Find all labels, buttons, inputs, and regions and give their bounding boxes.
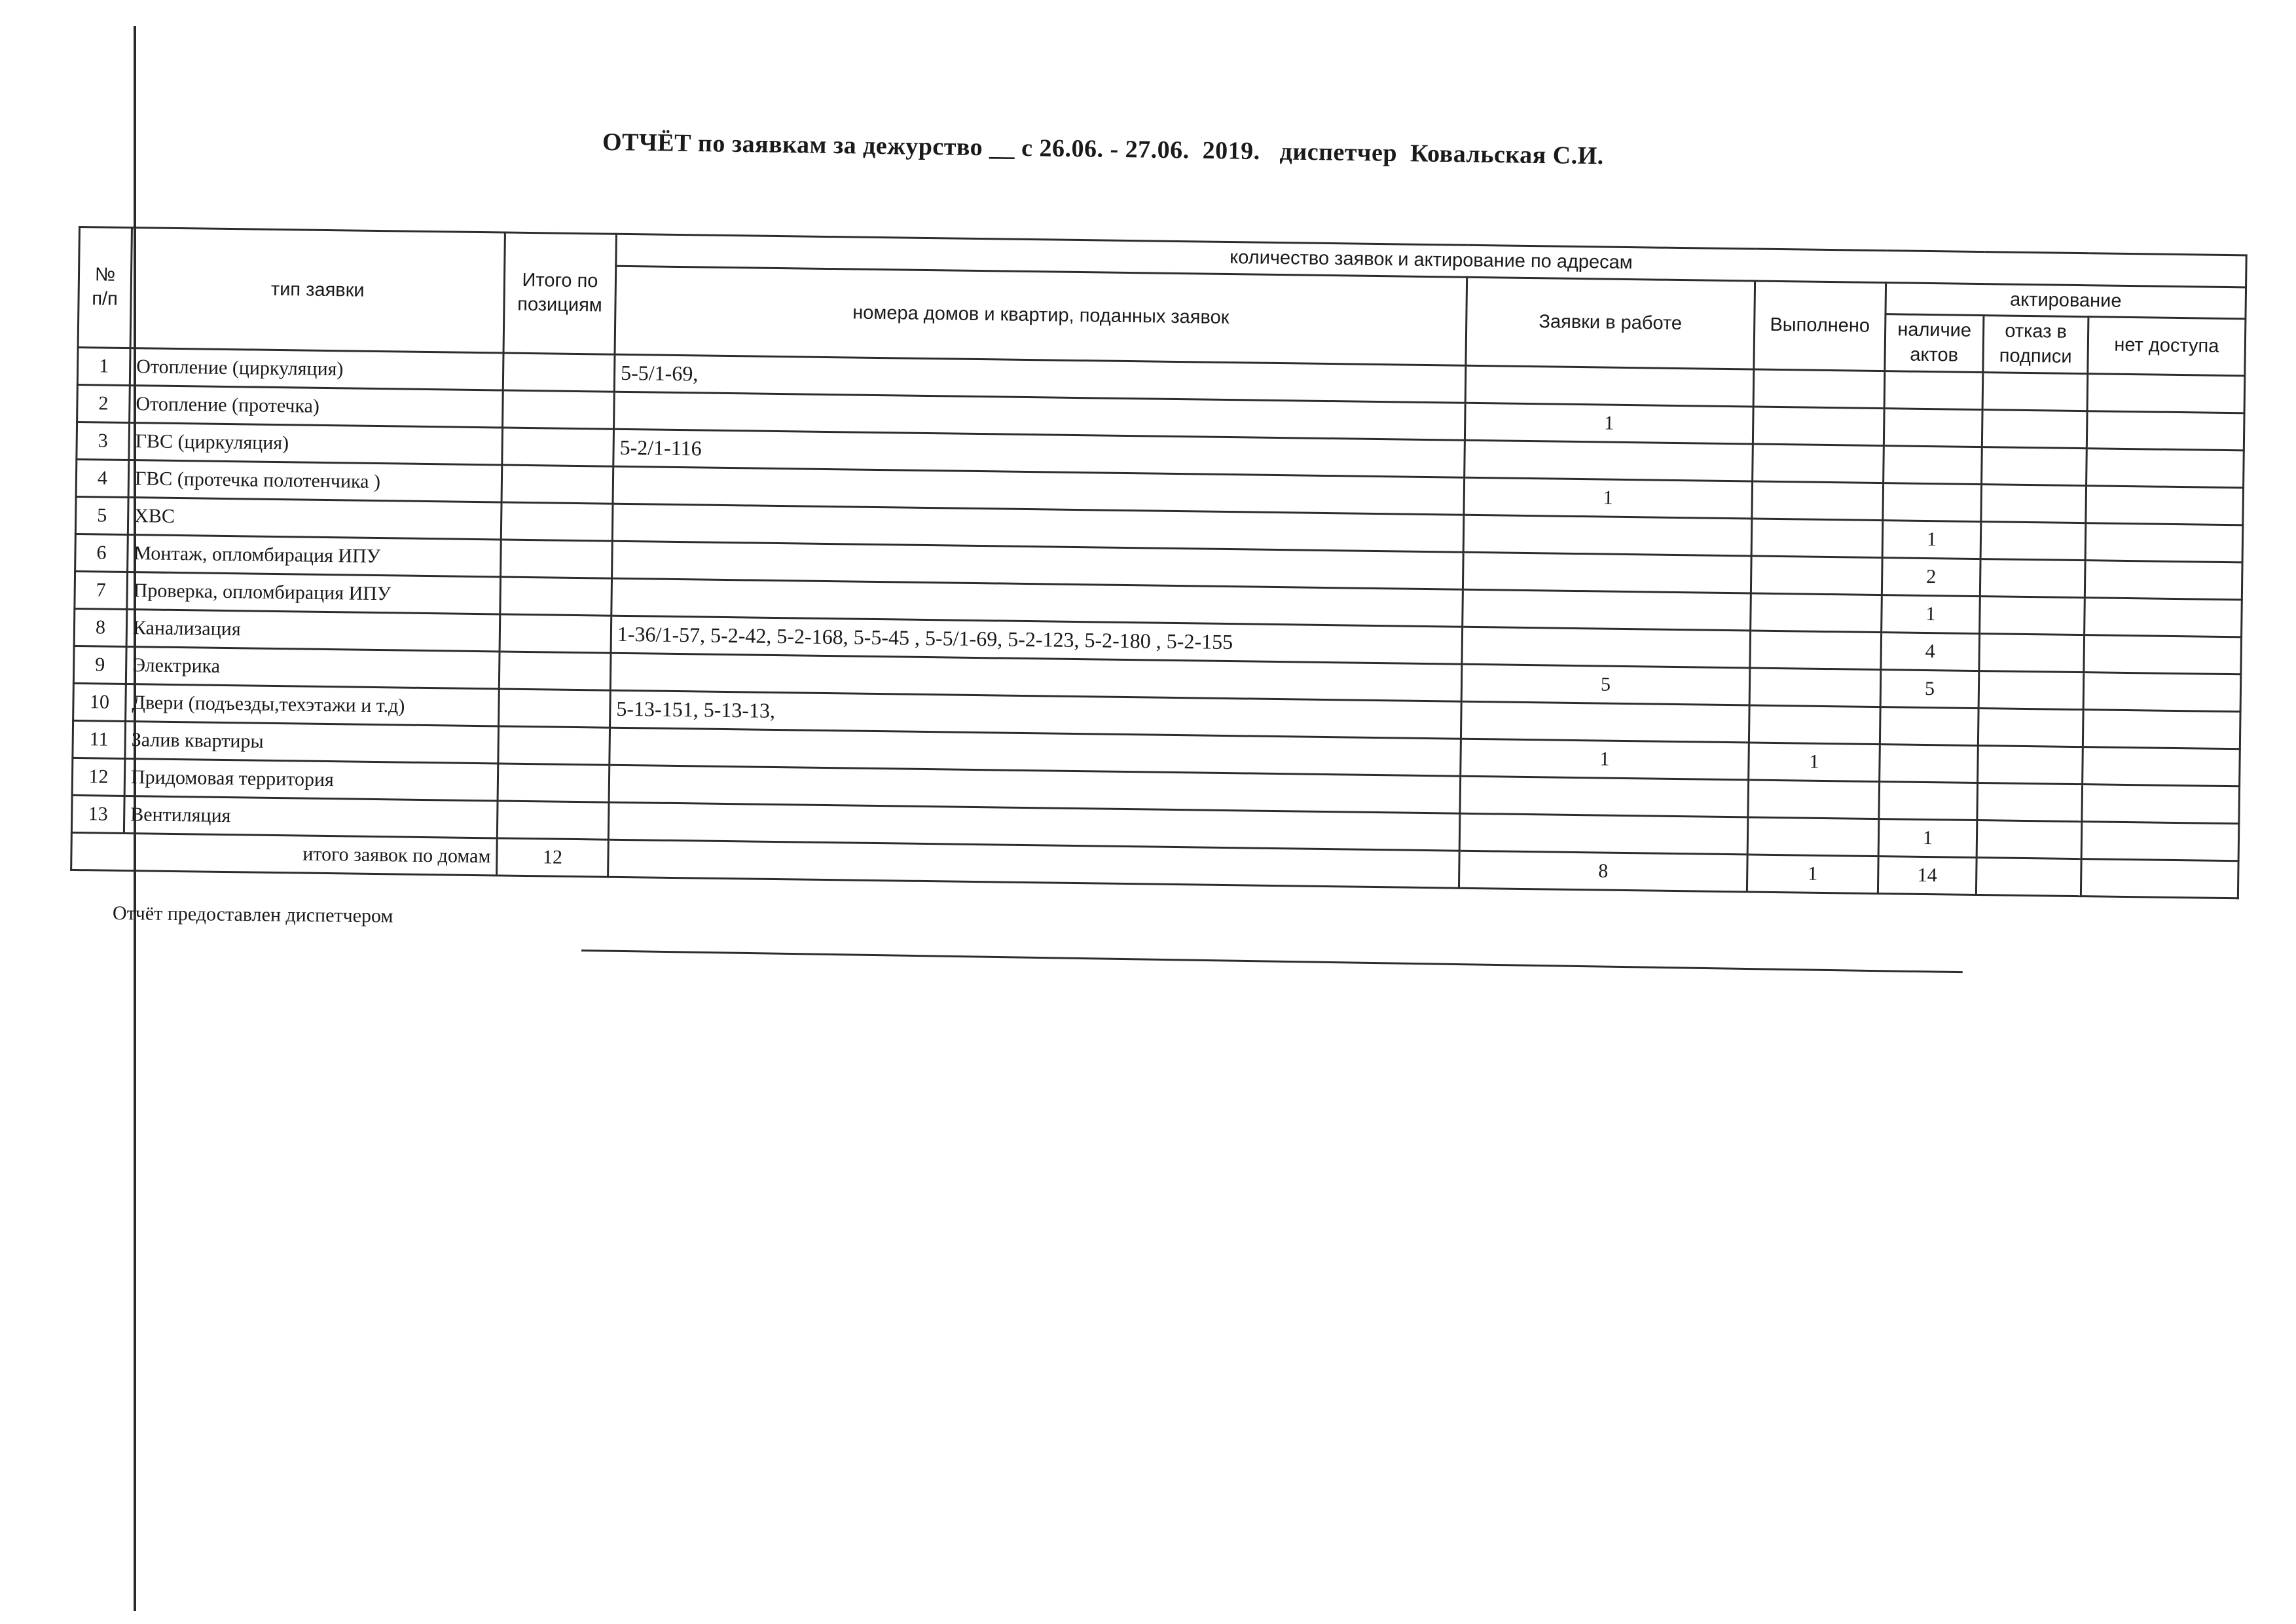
row-acts: 1 <box>1882 595 1980 633</box>
row-number: 6 <box>75 534 128 572</box>
row-done <box>1753 444 1884 483</box>
row-refusal <box>1980 596 2085 635</box>
row-refusal <box>1982 447 2087 485</box>
row-number: 2 <box>77 384 130 422</box>
row-refusal <box>1982 409 2087 448</box>
row-in-work <box>1463 589 1751 631</box>
row-refusal <box>1980 559 2085 597</box>
header-addresses: номера домов и квартир, поданных заявок <box>615 266 1467 365</box>
row-type: ГВС (протечка полотенчика ) <box>128 460 502 502</box>
row-number: 1 <box>77 347 130 385</box>
row-type: Канализация <box>126 609 500 651</box>
row-type: Проверка, опломбирация ИПУ <box>127 572 501 614</box>
row-total <box>498 764 610 802</box>
row-refusal <box>1977 783 2083 821</box>
row-acts <box>1884 445 1982 484</box>
row-type: Двери (подъезды,техэтажи и т.д) <box>126 684 500 726</box>
row-type: Отопление (циркуляция) <box>130 348 503 390</box>
row-refusal <box>1980 521 2086 560</box>
row-type: Залив квартиры <box>125 721 499 763</box>
row-done <box>1751 519 1883 558</box>
row-total <box>501 465 613 504</box>
row-total <box>501 540 613 578</box>
report-table-wrapper <box>70 226 2246 899</box>
footer-text: Отчёт предоставлен диспетчером <box>112 902 393 927</box>
header-type: тип заявки <box>130 228 505 353</box>
row-number: 13 <box>71 795 124 833</box>
row-refusal <box>1978 671 2084 709</box>
row-no-access <box>2083 672 2241 711</box>
row-refusal <box>1977 820 2082 858</box>
row-number: 11 <box>73 720 126 758</box>
summary-label: итого заявок по домам <box>71 832 498 876</box>
summary-acts: 14 <box>1878 856 1977 895</box>
row-total <box>503 390 615 429</box>
row-in-work: 5 <box>1461 664 1750 705</box>
row-no-access <box>2086 448 2244 487</box>
row-type: Электрика <box>126 646 500 688</box>
row-number: 7 <box>75 571 128 609</box>
header-num: № п/п <box>78 227 132 348</box>
header-in-work: Заявки в работе <box>1466 277 1755 369</box>
header-acting: актирование <box>1886 282 2246 319</box>
row-no-access <box>2083 747 2240 786</box>
row-refusal <box>1978 745 2083 784</box>
row-acts <box>1883 483 1982 521</box>
row-type: ГВС (циркуляция) <box>129 422 503 464</box>
row-total <box>500 577 612 616</box>
row-done <box>1749 668 1881 707</box>
row-total <box>499 652 611 690</box>
row-addresses: 5-2/1-116 <box>613 429 1465 477</box>
row-number: 10 <box>73 683 126 721</box>
row-total <box>503 353 615 392</box>
row-in-work: 1 <box>1465 403 1753 444</box>
row-no-access <box>2083 709 2240 748</box>
row-acts: 1 <box>1878 819 1977 857</box>
row-in-work: 1 <box>1464 477 1753 519</box>
row-acts <box>1884 371 1983 409</box>
header-no-access: нет доступа <box>2088 317 2246 376</box>
row-in-work <box>1461 701 1749 743</box>
row-acts: 4 <box>1881 632 1980 671</box>
row-total <box>499 689 611 728</box>
row-number: 12 <box>72 758 125 796</box>
row-no-access <box>2085 523 2243 562</box>
row-no-access <box>2085 597 2242 637</box>
header-group: количество заявок и актирование по адресам <box>616 234 2246 287</box>
row-in-work <box>1463 515 1752 556</box>
row-acts <box>1884 408 1982 447</box>
summary-no-access <box>2081 858 2238 898</box>
row-addresses: 5-5/1-69, <box>614 354 1466 403</box>
header-refusal: отказ в подписи <box>1983 316 2088 373</box>
row-done <box>1751 556 1882 595</box>
header-acts: наличие актов <box>1885 314 1984 372</box>
row-total <box>497 801 609 840</box>
summary-in-work: 8 <box>1459 851 1747 892</box>
report-table <box>70 226 2248 899</box>
row-no-access <box>2086 411 2244 450</box>
row-in-work <box>1465 365 1754 407</box>
row-in-work <box>1463 552 1751 593</box>
row-number: 5 <box>75 496 128 534</box>
row-type: Отопление (протечка) <box>130 385 503 427</box>
row-addresses: 1-36/1-57, 5-2-42, 5-2-168, 5-5-45 , 5-5/1-69, 5-2-123, 5-2-180 , 5-2-155 <box>611 616 1463 664</box>
row-in-work: 1 <box>1461 739 1749 780</box>
row-refusal <box>1981 484 2086 523</box>
row-number: 4 <box>76 459 129 497</box>
row-addresses: 5-13-151, 5-13-13, <box>610 690 1462 739</box>
row-done: 1 <box>1749 743 1880 782</box>
row-done <box>1750 631 1882 670</box>
row-no-access <box>2084 635 2242 674</box>
row-acts <box>1880 707 1978 745</box>
row-type: Вентиляция <box>124 796 498 838</box>
row-refusal <box>1979 633 2085 672</box>
row-total <box>498 726 610 765</box>
row-acts <box>1879 781 1978 820</box>
row-in-work <box>1460 776 1749 817</box>
row-type: ХВС <box>128 497 501 539</box>
row-in-work <box>1459 813 1748 855</box>
row-acts: 2 <box>1882 557 1980 596</box>
row-no-access <box>2085 560 2242 599</box>
row-no-access <box>2081 821 2239 860</box>
row-type: Придомовая территория <box>124 758 498 800</box>
row-done <box>1751 593 1882 633</box>
row-total <box>501 502 613 541</box>
signature-line <box>581 950 1963 973</box>
summary-total: 12 <box>497 838 609 877</box>
row-done <box>1752 481 1884 521</box>
row-number: 8 <box>74 608 127 646</box>
row-no-access <box>2087 373 2245 413</box>
row-done <box>1749 705 1880 745</box>
row-no-access <box>2086 485 2244 525</box>
row-done <box>1753 407 1884 446</box>
row-number: 3 <box>77 422 130 460</box>
row-no-access <box>2082 784 2240 823</box>
row-acts: 1 <box>1882 520 1981 559</box>
row-acts <box>1880 744 1978 783</box>
row-in-work <box>1462 627 1751 668</box>
row-total <box>502 428 614 466</box>
row-refusal <box>1978 708 2083 747</box>
summary-refusal <box>1976 857 2081 896</box>
row-acts: 5 <box>1880 669 1979 708</box>
row-done <box>1753 369 1885 409</box>
row-done <box>1748 780 1880 819</box>
report-title: ОТЧЁТ по заявкам за дежурство __ с 26.06. - 27.06. 2019. диспетчер Ковальская С.И. <box>602 128 1605 170</box>
header-total: Итого по позициям <box>503 232 616 354</box>
row-refusal <box>1982 372 2088 411</box>
header-done: Выполнено <box>1754 281 1886 371</box>
row-number: 9 <box>73 646 126 684</box>
row-done <box>1747 817 1879 857</box>
summary-done: 1 <box>1747 855 1878 894</box>
row-in-work <box>1465 440 1753 481</box>
row-type: Монтаж, опломбирация ИПУ <box>128 534 501 576</box>
row-total <box>500 614 611 653</box>
